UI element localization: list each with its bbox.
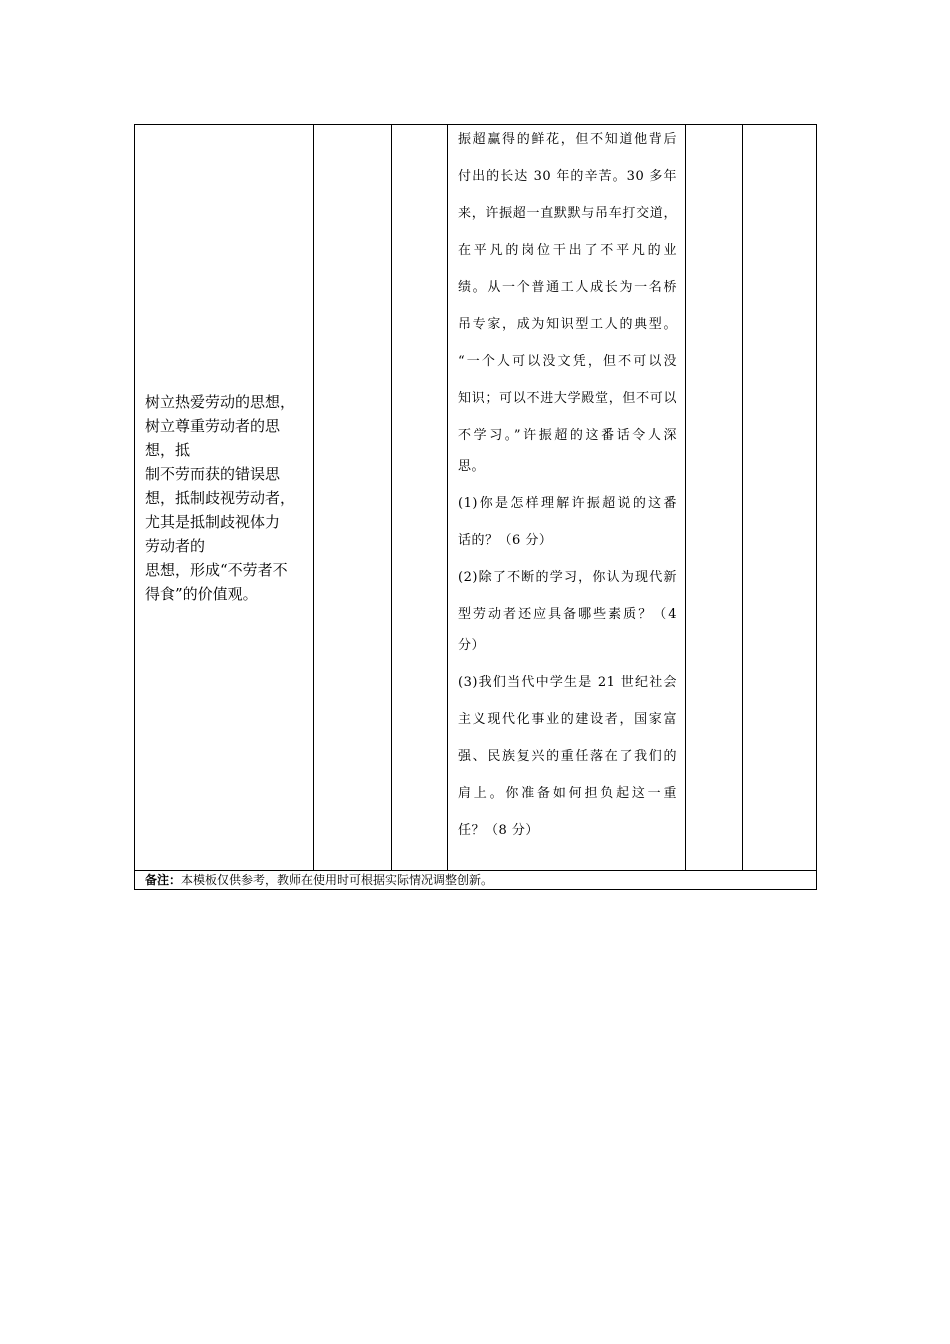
question-1: (1)你是怎样理解许振超说的这番	[458, 496, 677, 511]
question-3-line: 强、民族复兴的重任落在了我们的	[458, 749, 677, 764]
lesson-plan-table	[134, 124, 817, 890]
question-2-score: 分）	[458, 638, 486, 653]
question-3-line: 肩上。你准备如何担负起这一重	[458, 786, 677, 801]
goal-line: 得食”的价值观。	[145, 584, 258, 603]
content-line: 振超赢得的鲜花，但不知道他背后	[458, 132, 677, 147]
note-text: 本模板仅供参考，教师在使用时可根据实际情况调整创新。	[181, 873, 494, 887]
content-line: 付出的长达 30 年的辛苦。30 多年	[458, 169, 677, 184]
empty-cell	[392, 125, 448, 871]
empty-cell	[314, 125, 392, 871]
teaching-goal-cell	[135, 125, 314, 871]
goal-line: 想，抵制歧视劳动者，	[145, 488, 296, 507]
goal-line: 树立尊重劳动者的思	[145, 416, 281, 435]
content-line: 吊专家，成为知识型工人的典型。	[458, 317, 677, 332]
question-3-line: 主义现代化事业的建设者，国家富	[458, 712, 677, 727]
note-cell	[135, 871, 817, 890]
question-1-score: 话的？（6 分）	[458, 533, 553, 548]
empty-cell	[686, 125, 743, 871]
content-line: 来，许振超一直默默与吊车打交道，	[458, 206, 677, 221]
question-3-score: 任？（8 分）	[458, 823, 539, 838]
table-row	[135, 125, 817, 871]
question-2: (2)除了不断的学习，你认为现代新	[458, 570, 677, 585]
goal-line: 思想，形成“不劳者不	[145, 560, 288, 579]
content-line: 知识；可以不进大学殿堂，但不可以	[458, 391, 677, 406]
empty-cell	[743, 125, 817, 871]
lesson-content-cell	[448, 125, 686, 871]
goal-line: 想，抵	[145, 440, 191, 459]
goal-line: 树立热爱劳动的思想，	[145, 392, 296, 411]
content-line: 思。	[458, 459, 486, 474]
goal-line: 劳动者的	[145, 536, 206, 555]
question-3: (3)我们当代中学生是 21 世纪社会	[458, 675, 677, 690]
content-line: 在平凡的岗位干出了不平凡的业	[458, 243, 677, 258]
content-line: 绩。从一个普通工人成长为一名桥	[458, 280, 677, 295]
question-2-line: 型劳动者还应具备哪些素质？（4	[458, 607, 677, 622]
goal-line: 尤其是抵制歧视体力	[145, 512, 281, 531]
content-line: “一个人可以没文凭，但不可以没	[458, 354, 677, 369]
note-row	[135, 871, 817, 890]
note-label: 备注：	[145, 873, 182, 887]
goal-line: 制不劳而获的错误思	[145, 464, 281, 483]
content-line: 不学习。”许振超的这番话令人深	[458, 428, 677, 443]
